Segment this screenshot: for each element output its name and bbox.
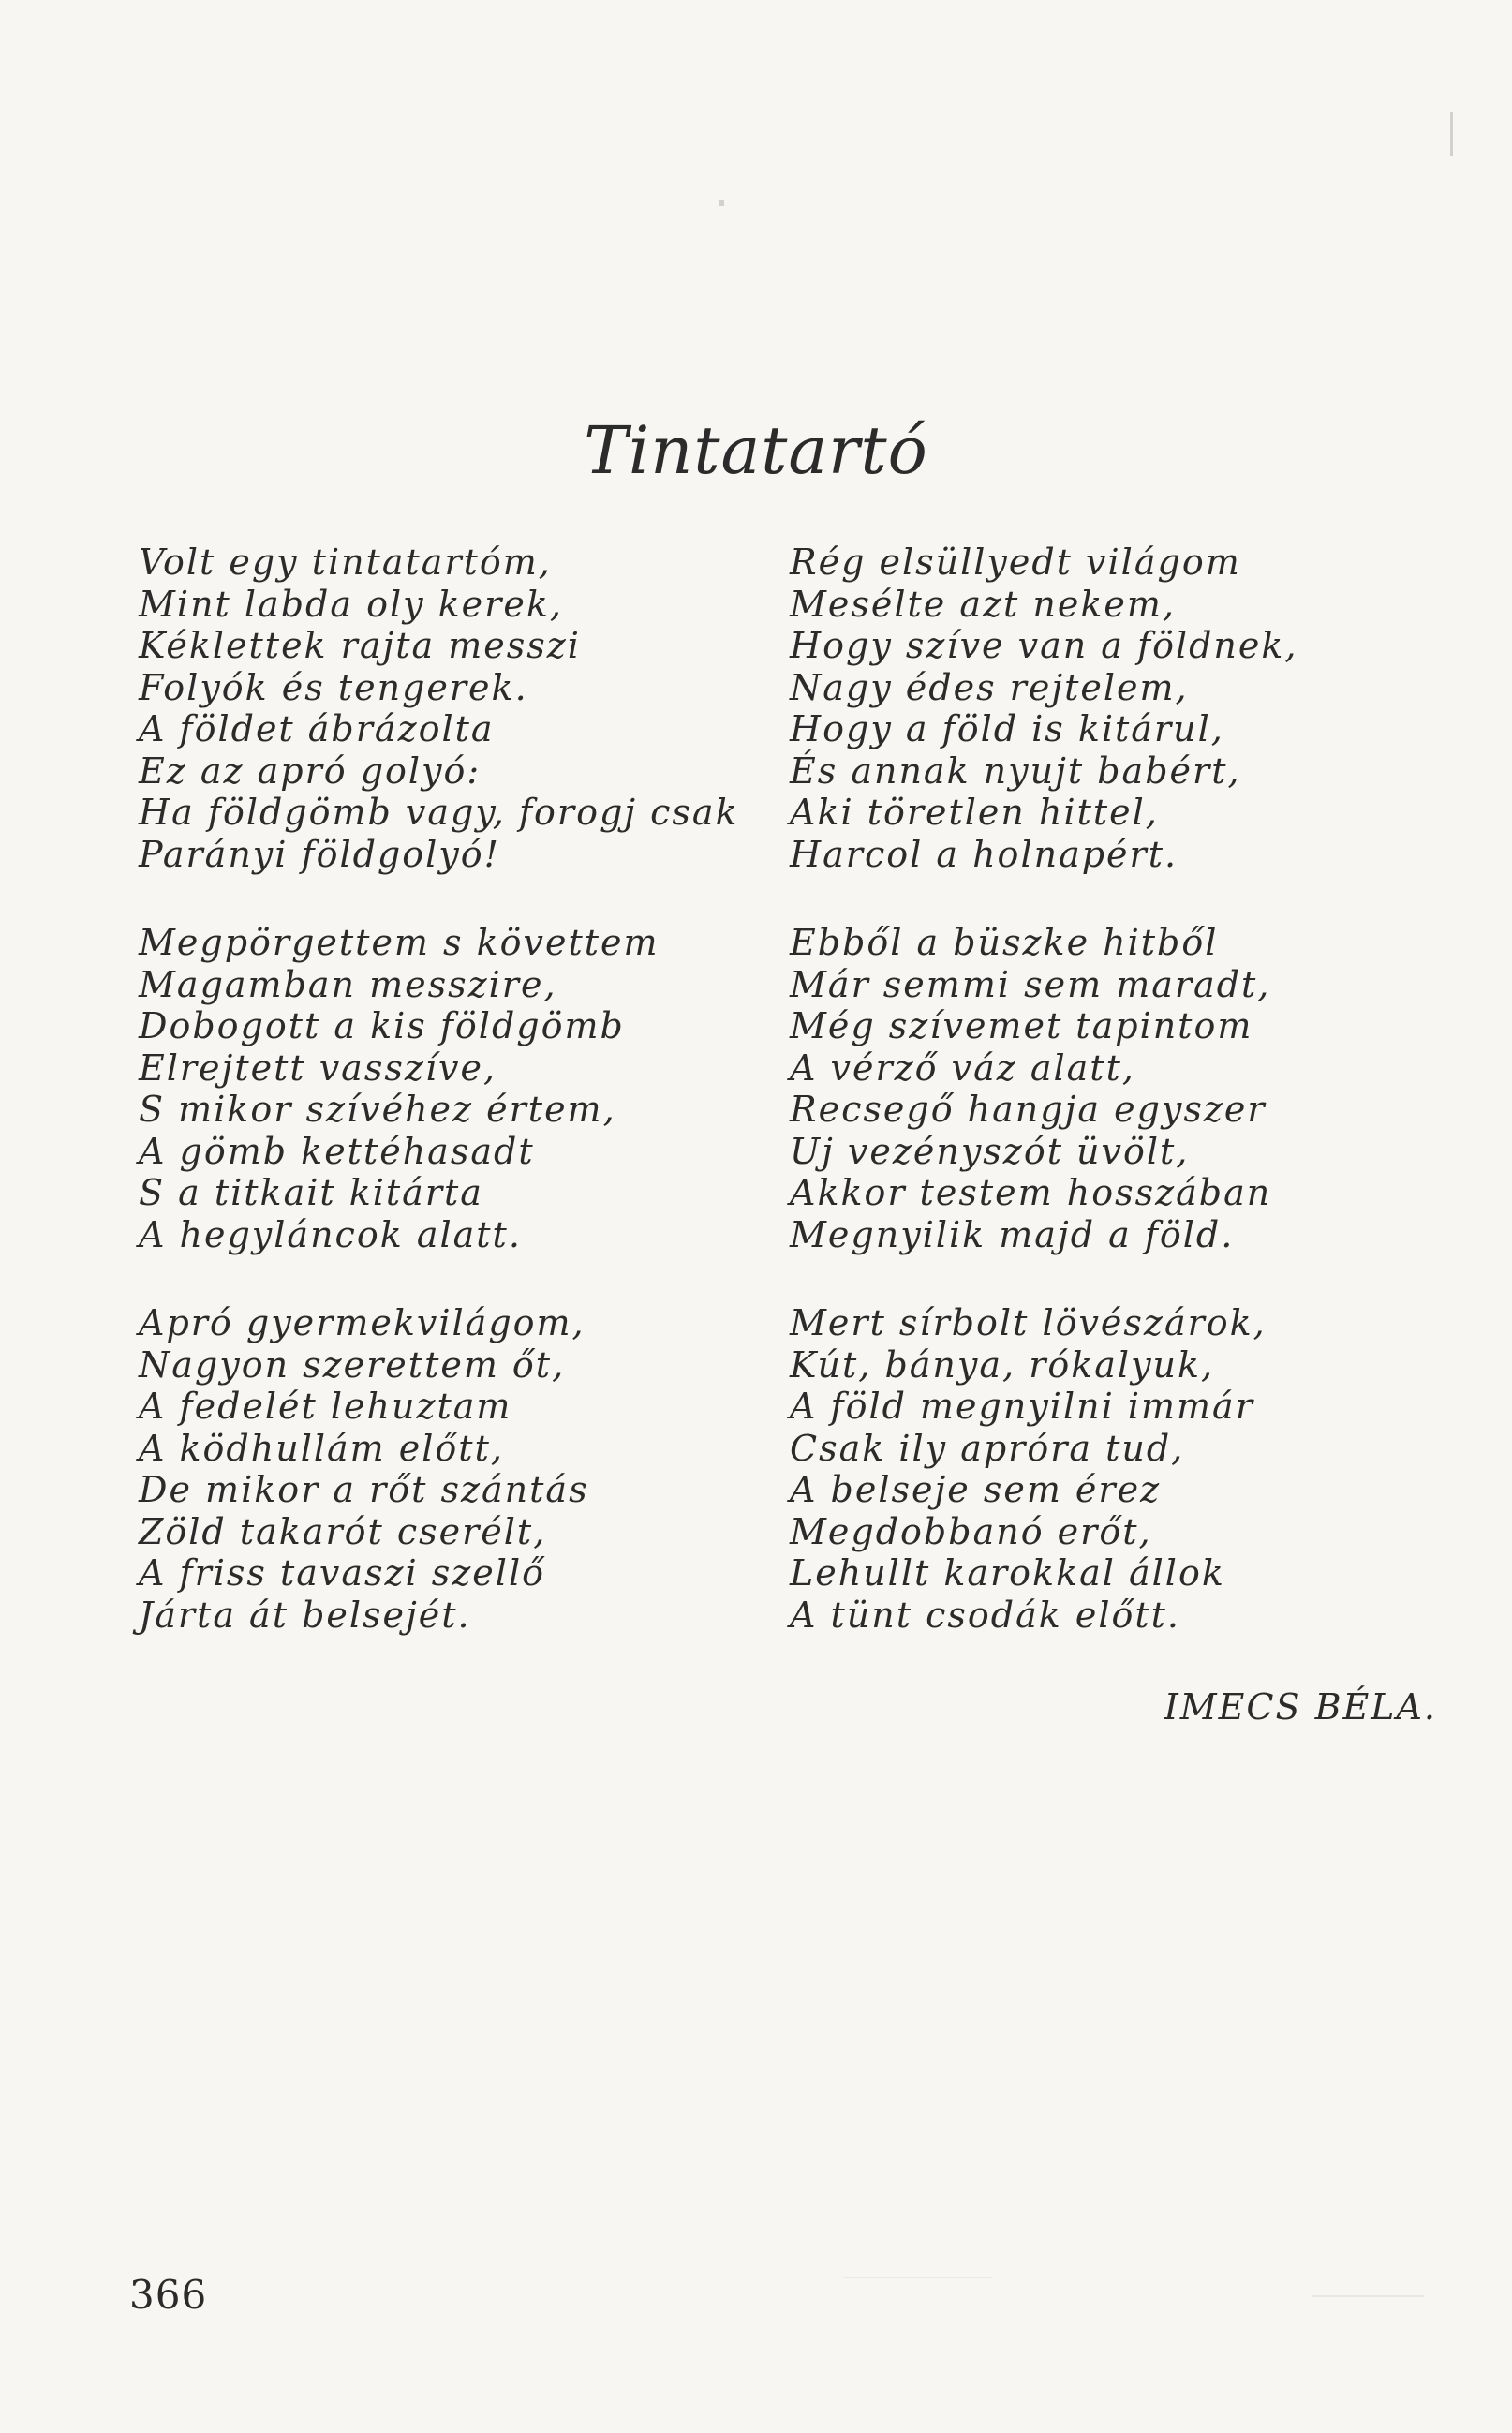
stanza xyxy=(139,1302,813,1636)
poem-line: A belseje sem érez xyxy=(790,1469,1162,1510)
poem-line: Csak ily apróra tud, xyxy=(790,1427,1185,1469)
poem-title: Tintatartó xyxy=(584,412,928,489)
stanza xyxy=(139,922,813,1255)
poem-line: Megdobbanó erőt, xyxy=(790,1510,1152,1552)
poem-line: Uj vezényszót üvölt, xyxy=(790,1130,1190,1172)
page-number: 366 xyxy=(129,2272,208,2318)
poem-line: Magamban messzire, xyxy=(139,963,557,1005)
stanza xyxy=(790,1302,1464,1636)
poem-line: Járta át belsejét. xyxy=(139,1594,471,1636)
scan-speck xyxy=(1450,112,1453,156)
poem-line: Zöld takarót cserélt, xyxy=(139,1510,547,1552)
scan-speck xyxy=(719,200,724,206)
poem-line: Megnyilik majd a föld. xyxy=(790,1213,1235,1255)
poem-line: Dobogott a kis földgömb xyxy=(139,1005,625,1046)
poem-line: Parányi földgolyó! xyxy=(139,833,500,875)
left-column xyxy=(139,0,813,2433)
poem-line: Hogy a föld is kitárul, xyxy=(790,708,1224,749)
poem-line: A hegyláncok alatt. xyxy=(139,1213,522,1255)
poem-line: Akkor testem hosszában xyxy=(790,1172,1272,1213)
poem-line: Lehullt karokkal állok xyxy=(790,1552,1225,1594)
poem-line: Rég elsüllyedt világom xyxy=(790,541,1241,583)
poem-line: Már semmi sem maradt, xyxy=(790,963,1271,1005)
poem-line: Nagyon szerettem őt, xyxy=(139,1343,566,1386)
poem-line: A földet ábrázolta xyxy=(139,708,495,749)
poem-line: Ez az apró golyó: xyxy=(139,749,482,792)
stanza xyxy=(139,541,813,875)
poem-line: Mint labda oly kerek, xyxy=(139,583,563,625)
poem-line: Apró gyermekvilágom, xyxy=(139,1302,586,1343)
poem-line: És annak nyujt babért, xyxy=(790,749,1241,792)
poem-line: A ködhullám előtt, xyxy=(139,1427,504,1469)
poem-line: Kút, bánya, rókalyuk, xyxy=(790,1343,1215,1386)
poem-line: Harcol a holnapért. xyxy=(790,833,1178,875)
poem-line: Mesélte azt nekem, xyxy=(790,583,1176,625)
poem-line: Aki töretlen hittel, xyxy=(790,792,1159,833)
poem-line: Hogy szíve van a földnek, xyxy=(790,625,1298,666)
poem-line: A gömb kettéhasadt xyxy=(139,1130,535,1172)
poem-line: A vérző váz alatt, xyxy=(790,1046,1135,1089)
poem-line: Ebből a büszke hitből xyxy=(790,922,1219,963)
poem-line: A friss tavaszi szellő xyxy=(139,1552,545,1594)
poem-line: Megpörgettem s követtem xyxy=(139,922,660,963)
poem-line: Elrejtett vasszíve, xyxy=(139,1046,497,1089)
poem-line: A fedelét lehuztam xyxy=(139,1386,512,1427)
stanza xyxy=(790,541,1464,875)
poem-line: Volt egy tintatartóm, xyxy=(139,541,552,583)
poem-line: A föld megnyilni immár xyxy=(790,1386,1254,1427)
poem-line: A tünt csodák előtt. xyxy=(790,1594,1180,1636)
stanza xyxy=(790,922,1464,1255)
poem-line: Mert sírbolt lövészárok, xyxy=(790,1302,1267,1343)
scan-speck xyxy=(843,2277,993,2278)
poem-line: S mikor szívéhez értem, xyxy=(139,1089,616,1130)
poem-line: De mikor a rőt szántás xyxy=(139,1469,589,1510)
poem-line: Folyók és tengerek. xyxy=(139,666,528,708)
poem-line: Nagy édes rejtelem, xyxy=(790,666,1189,708)
author-signature: IMECS BÉLA. xyxy=(1164,1686,1437,1728)
poem-line: Még szívemet tapintom xyxy=(790,1005,1253,1046)
poem-line: Ha földgömb vagy, forogj csak xyxy=(139,792,739,833)
right-column xyxy=(790,0,1464,2433)
poem-line: Recsegő hangja egyszer xyxy=(790,1089,1267,1130)
poem-line: Kéklettek rajta messzi xyxy=(139,625,581,666)
scan-speck xyxy=(1312,2295,1424,2297)
poem-line: S a titkait kitárta xyxy=(139,1172,483,1213)
